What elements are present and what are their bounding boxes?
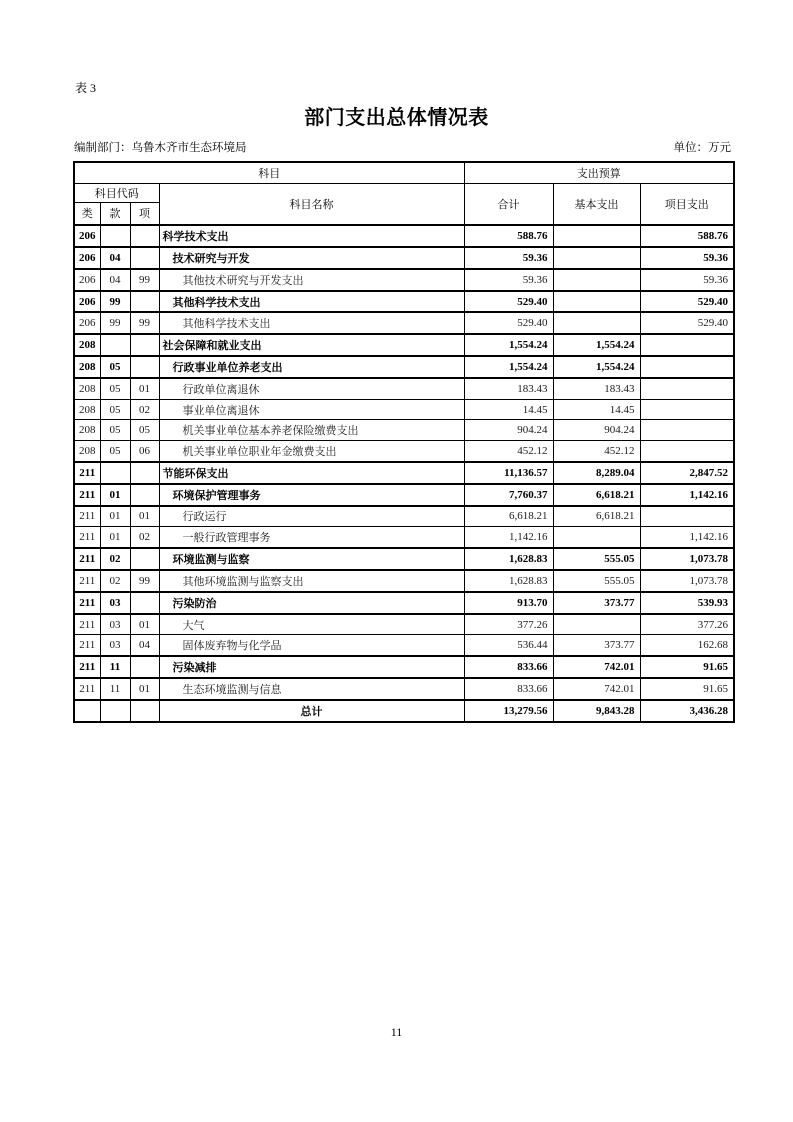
- cell-basic: [553, 269, 640, 291]
- table-row: [74, 656, 734, 678]
- cell-class-code: 211: [74, 656, 100, 678]
- cell-class-code: 211: [74, 484, 100, 506]
- cell-total: 1,554.24: [464, 334, 553, 356]
- cell-subject-name: 其他环境监测与监察支出: [159, 570, 464, 592]
- cell-section-code: 01: [100, 527, 130, 548]
- cell-class-code: 208: [74, 420, 100, 441]
- table-row: [74, 247, 734, 269]
- table-row: [74, 592, 734, 614]
- cell-item-code: 02: [130, 399, 159, 420]
- cell-item-code: 04: [130, 635, 159, 656]
- cell-section-code: 02: [100, 570, 130, 592]
- cell-item-code: [130, 356, 159, 378]
- cell-basic: 1,554.24: [553, 356, 640, 378]
- cell-item-code: 01: [130, 506, 159, 527]
- cell-item-code: 06: [130, 441, 159, 462]
- cell-item-code: [130, 656, 159, 678]
- table-label: 表 3: [75, 81, 97, 95]
- cell-class-code: 211: [74, 592, 100, 614]
- cell-subject-name: 机关事业单位职业年金缴费支出: [159, 441, 464, 462]
- cell-project: [640, 399, 734, 420]
- table-row: [74, 312, 734, 334]
- cell-class-code: 208: [74, 334, 100, 356]
- cell-total: 833.66: [464, 656, 553, 678]
- cell-section-code: 99: [100, 291, 130, 313]
- cell-class-code: 211: [74, 462, 100, 484]
- cell-section-code: [100, 700, 130, 722]
- cell-class-code: 211: [74, 635, 100, 656]
- table-row: [74, 225, 734, 247]
- cell-project: [640, 506, 734, 527]
- cell-subject-name: 其他科学技术支出: [159, 291, 464, 313]
- table-row: [74, 269, 734, 291]
- cell-basic: 904.24: [553, 420, 640, 441]
- cell-basic: 8,289.04: [553, 462, 640, 484]
- cell-class-code: 206: [74, 247, 100, 269]
- cell-basic: 1,554.24: [553, 334, 640, 356]
- cell-item-code: 01: [130, 678, 159, 700]
- cell-total: 913.70: [464, 592, 553, 614]
- cell-class-code: 208: [74, 399, 100, 420]
- cell-basic: 742.01: [553, 656, 640, 678]
- cell-section-code: 05: [100, 356, 130, 378]
- cell-subject-name: 社会保障和就业支出: [159, 334, 464, 356]
- cell-item-code: [130, 462, 159, 484]
- table-row: [74, 548, 734, 570]
- total-row: [74, 700, 734, 722]
- cell-section-code: 03: [100, 635, 130, 656]
- cell-item-code: [130, 700, 159, 722]
- cell-total: 904.24: [464, 420, 553, 441]
- cell-section-code: 04: [100, 269, 130, 291]
- cell-section-code: [100, 225, 130, 247]
- table-row: [74, 399, 734, 420]
- cell-basic: 555.05: [553, 548, 640, 570]
- table-row: [74, 378, 734, 399]
- cell-subject-name: 总计: [159, 700, 464, 722]
- cell-item-code: [130, 225, 159, 247]
- cell-item-code: 02: [130, 527, 159, 548]
- cell-section-code: 01: [100, 506, 130, 527]
- cell-section-code: 05: [100, 441, 130, 462]
- cell-total: 452.12: [464, 441, 553, 462]
- cell-subject-name: 大气: [159, 614, 464, 635]
- cell-total: 529.40: [464, 312, 553, 334]
- cell-project: 59.36: [640, 269, 734, 291]
- header-subject: 科目: [74, 162, 464, 183]
- cell-total: 11,136.57: [464, 462, 553, 484]
- page-title: 部门支出总体情况表: [304, 107, 489, 129]
- cell-item-code: [130, 592, 159, 614]
- cell-project: [640, 420, 734, 441]
- header-subject-code: 科目代码: [74, 183, 159, 202]
- cell-subject-name: 污染防治: [159, 592, 464, 614]
- header-project-expenditure: 项目支出: [640, 183, 734, 225]
- header-subject-name: 科目名称: [159, 183, 464, 225]
- cell-section-code: 05: [100, 378, 130, 399]
- cell-subject-name: 行政单位离退休: [159, 378, 464, 399]
- cell-total: 59.36: [464, 269, 553, 291]
- cell-total: 833.66: [464, 678, 553, 700]
- cell-item-code: 99: [130, 312, 159, 334]
- cell-class-code: 211: [74, 678, 100, 700]
- cell-section-code: 11: [100, 656, 130, 678]
- cell-subject-name: 其他科学技术支出: [159, 312, 464, 334]
- cell-section-code: [100, 462, 130, 484]
- cell-basic: [553, 291, 640, 313]
- header-row-1: [74, 162, 734, 183]
- cell-basic: [553, 527, 640, 548]
- cell-total: 14.45: [464, 399, 553, 420]
- header-row-2: [74, 183, 734, 202]
- cell-project: 539.93: [640, 592, 734, 614]
- cell-item-code: [130, 247, 159, 269]
- table-row: [74, 484, 734, 506]
- header-class: 类: [74, 202, 100, 225]
- cell-basic: 6,618.21: [553, 484, 640, 506]
- cell-project: 1,142.16: [640, 527, 734, 548]
- cell-section-code: 02: [100, 548, 130, 570]
- cell-subject-name: 科学技术支出: [159, 225, 464, 247]
- cell-subject-name: 环境保护管理事务: [159, 484, 464, 506]
- cell-item-code: 01: [130, 614, 159, 635]
- cell-project: 2,847.52: [640, 462, 734, 484]
- table-row: [74, 462, 734, 484]
- header-section: 款: [100, 202, 130, 225]
- cell-project: 59.36: [640, 247, 734, 269]
- cell-class-code: 211: [74, 527, 100, 548]
- cell-section-code: 01: [100, 484, 130, 506]
- table-row: [74, 334, 734, 356]
- cell-total: 7,760.37: [464, 484, 553, 506]
- cell-item-code: [130, 291, 159, 313]
- cell-project: [640, 356, 734, 378]
- cell-basic: 6,618.21: [553, 506, 640, 527]
- table-row: [74, 441, 734, 462]
- cell-total: 1,628.83: [464, 548, 553, 570]
- cell-subject-name: 环境监测与监察: [159, 548, 464, 570]
- cell-section-code: 11: [100, 678, 130, 700]
- cell-basic: 183.43: [553, 378, 640, 399]
- cell-project: 1,073.78: [640, 548, 734, 570]
- cell-class-code: 206: [74, 291, 100, 313]
- header-total: 合计: [464, 183, 553, 225]
- meta-row: [74, 139, 731, 155]
- cell-project: 529.40: [640, 291, 734, 313]
- cell-section-code: 03: [100, 614, 130, 635]
- header-basic-expenditure: 基本支出: [553, 183, 640, 225]
- cell-basic: 9,843.28: [553, 700, 640, 722]
- cell-section-code: 04: [100, 247, 130, 269]
- cell-project: 91.65: [640, 656, 734, 678]
- cell-item-code: [130, 334, 159, 356]
- cell-item-code: [130, 548, 159, 570]
- table-row: [74, 678, 734, 700]
- cell-class-code: 206: [74, 225, 100, 247]
- cell-class-code: 208: [74, 378, 100, 399]
- page-number: 11: [390, 1025, 403, 1039]
- prepared-by-label: 编制部门：乌鲁木齐市生态环境局: [74, 142, 247, 154]
- cell-total: 6,618.21: [464, 506, 553, 527]
- table-row: [74, 356, 734, 378]
- table-row: [74, 527, 734, 548]
- cell-subject-name: 行政事业单位养老支出: [159, 356, 464, 378]
- cell-item-code: 01: [130, 378, 159, 399]
- cell-project: [640, 334, 734, 356]
- cell-class-code: 206: [74, 312, 100, 334]
- cell-subject-name: 节能环保支出: [159, 462, 464, 484]
- cell-class-code: 208: [74, 356, 100, 378]
- cell-basic: [553, 225, 640, 247]
- cell-total: 377.26: [464, 614, 553, 635]
- cell-project: 529.40: [640, 312, 734, 334]
- cell-project: 1,142.16: [640, 484, 734, 506]
- cell-subject-name: 技术研究与开发: [159, 247, 464, 269]
- cell-item-code: 99: [130, 570, 159, 592]
- cell-basic: 14.45: [553, 399, 640, 420]
- cell-class-code: 206: [74, 269, 100, 291]
- cell-project: 91.65: [640, 678, 734, 700]
- cell-total: 536.44: [464, 635, 553, 656]
- cell-subject-name: 其他技术研究与开发支出: [159, 269, 464, 291]
- cell-basic: 742.01: [553, 678, 640, 700]
- cell-section-code: [100, 334, 130, 356]
- table-row: [74, 506, 734, 527]
- cell-basic: 373.77: [553, 592, 640, 614]
- cell-class-code: 211: [74, 506, 100, 527]
- cell-subject-name: 机关事业单位基本养老保险缴费支出: [159, 420, 464, 441]
- header-budget: 支出预算: [464, 162, 734, 183]
- cell-section-code: 05: [100, 399, 130, 420]
- cell-section-code: 05: [100, 420, 130, 441]
- cell-total: 1,628.83: [464, 570, 553, 592]
- cell-basic: 452.12: [553, 441, 640, 462]
- cell-total: 588.76: [464, 225, 553, 247]
- cell-subject-name: 一般行政管理事务: [159, 527, 464, 548]
- cell-project: 1,073.78: [640, 570, 734, 592]
- cell-subject-name: 事业单位离退休: [159, 399, 464, 420]
- table-row: [74, 291, 734, 313]
- cell-class-code: [74, 700, 100, 722]
- cell-total: 1,554.24: [464, 356, 553, 378]
- unit-label: 单位：万元: [673, 142, 731, 154]
- cell-item-code: [130, 484, 159, 506]
- cell-project: 377.26: [640, 614, 734, 635]
- cell-class-code: 211: [74, 548, 100, 570]
- cell-subject-name: 生态环境监测与信息: [159, 678, 464, 700]
- cell-project: 3,436.28: [640, 700, 734, 722]
- cell-total: 1,142.16: [464, 527, 553, 548]
- table-row: [74, 420, 734, 441]
- cell-basic: 555.05: [553, 570, 640, 592]
- cell-section-code: 99: [100, 312, 130, 334]
- cell-class-code: 211: [74, 614, 100, 635]
- cell-total: 183.43: [464, 378, 553, 399]
- cell-basic: [553, 312, 640, 334]
- cell-subject-name: 固体废弃物与化学品: [159, 635, 464, 656]
- cell-basic: [553, 247, 640, 269]
- cell-class-code: 211: [74, 570, 100, 592]
- cell-item-code: 05: [130, 420, 159, 441]
- cell-total: 529.40: [464, 291, 553, 313]
- table-row: [74, 614, 734, 635]
- cell-subject-name: 污染减排: [159, 656, 464, 678]
- cell-subject-name: 行政运行: [159, 506, 464, 527]
- cell-project: [640, 441, 734, 462]
- expenditure-table: [73, 161, 735, 723]
- header-item: 项: [130, 202, 159, 225]
- cell-basic: [553, 614, 640, 635]
- cell-total: 59.36: [464, 247, 553, 269]
- cell-project: 162.68: [640, 635, 734, 656]
- cell-class-code: 208: [74, 441, 100, 462]
- cell-project: [640, 378, 734, 399]
- cell-item-code: 99: [130, 269, 159, 291]
- cell-total: 13,279.56: [464, 700, 553, 722]
- table-row: [74, 635, 734, 656]
- cell-basic: 373.77: [553, 635, 640, 656]
- cell-project: 588.76: [640, 225, 734, 247]
- table-row: [74, 570, 734, 592]
- cell-section-code: 03: [100, 592, 130, 614]
